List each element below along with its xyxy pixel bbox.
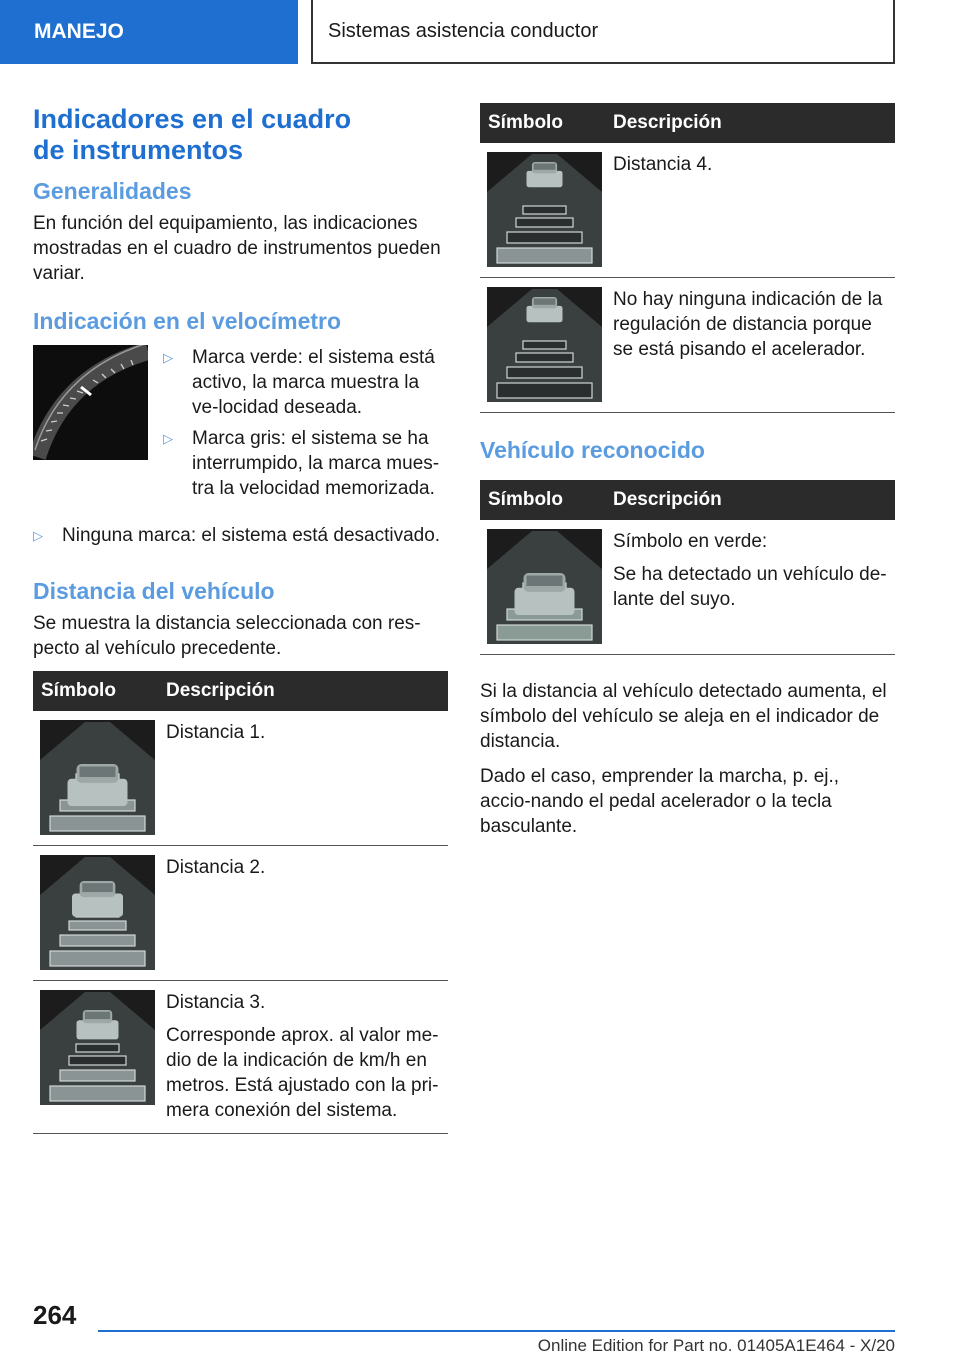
distance-table-right <box>480 103 895 413</box>
paragraph-start-moving: Dado el caso, emprender la marcha, p. ej., accio-nando el pedal acelerador o la tecla basculante. <box>480 766 840 837</box>
triangle-bullet-icon: ▷ <box>163 350 173 365</box>
column-header-symbol: Símbolo <box>33 671 160 711</box>
section-tab: MANEJO <box>0 0 298 64</box>
footer-edition: Online Edition for Part no. 01405A1E464 - X/20 <box>537 1336 895 1355</box>
table-row: Distancia 1. <box>33 711 448 846</box>
distance-bars-icon <box>40 720 155 835</box>
heading-distancia: Distancia del vehículo <box>33 578 275 604</box>
page-title: Indicadores en el cuadro de instrumentos <box>33 104 352 165</box>
column-header-description: Descripción <box>607 480 895 520</box>
column-header-description: Descripción <box>160 671 448 711</box>
list-item: ▷ Marca verde: el sistema está activo, la marca muestra la ve-locidad deseada. <box>163 347 435 418</box>
triangle-bullet-icon: ▷ <box>33 528 43 543</box>
table-row: Distancia 3. Corresponde aprox. al valor me-dio de la indicación de km/h en metros. Está ajustado con la pri-mera conexión del sistema. <box>33 981 448 1134</box>
distance-bars-icon <box>487 152 602 267</box>
table-row: Símbolo en verde: Se ha detectado un vehículo de-lante del suyo. <box>480 520 895 655</box>
page-number: 264 <box>33 1300 77 1330</box>
distance-bars-icon <box>487 287 602 402</box>
triangle-bullet-icon: ▷ <box>163 431 173 446</box>
speedometer-mark-icon <box>33 345 148 460</box>
distance-table-left <box>33 671 448 1134</box>
table-row: No hay ninguna indicación de la regulación de distancia porque se está pisando el acelerador. <box>480 278 895 413</box>
recognized-table <box>480 480 895 655</box>
speedo-bullets <box>163 345 448 507</box>
column-header-symbol: Símbolo <box>480 480 607 520</box>
distance-bars-icon <box>487 529 602 644</box>
footer-divider <box>98 1330 895 1332</box>
column-header-description: Descripción <box>607 103 895 143</box>
speedo-bullets-2 <box>33 523 448 548</box>
column-header-symbol: Símbolo <box>480 103 607 143</box>
distancia-text: Se muestra la distancia seleccionada con res-pecto al vehículo precedente. <box>33 613 421 659</box>
left-column <box>33 100 448 1134</box>
distance-bars-icon <box>40 990 155 1105</box>
distance-bars-icon <box>40 855 155 970</box>
list-item: ▷ Marca gris: el sistema se ha interrumpido, la marca mues-tra la velocidad memorizada. <box>163 428 440 499</box>
heading-vehiculo-reconocido: Vehículo reconocido <box>480 437 705 463</box>
list-item: ▷ Ninguna marca: el sistema está desactivado. <box>33 525 441 546</box>
paragraph-distance-increase: Si la distancia al vehículo detectado aumenta, el símbolo del vehículo se aleja en el indicador de distancia. <box>480 681 887 752</box>
generalidades-text: En función del equipamiento, las indicaciones mostradas en el cuadro de instrumentos pueden variar. <box>33 213 441 284</box>
right-column <box>480 103 895 849</box>
speedo-block <box>33 345 448 507</box>
table-row: Distancia 4. <box>480 143 895 278</box>
heading-generalidades: Generalidades <box>33 178 192 204</box>
chapter-title: Sistemas asistencia conductor <box>311 0 895 64</box>
heading-velocimetro: Indicación en el velocímetro <box>33 308 342 334</box>
table-row: Distancia 2. <box>33 846 448 981</box>
